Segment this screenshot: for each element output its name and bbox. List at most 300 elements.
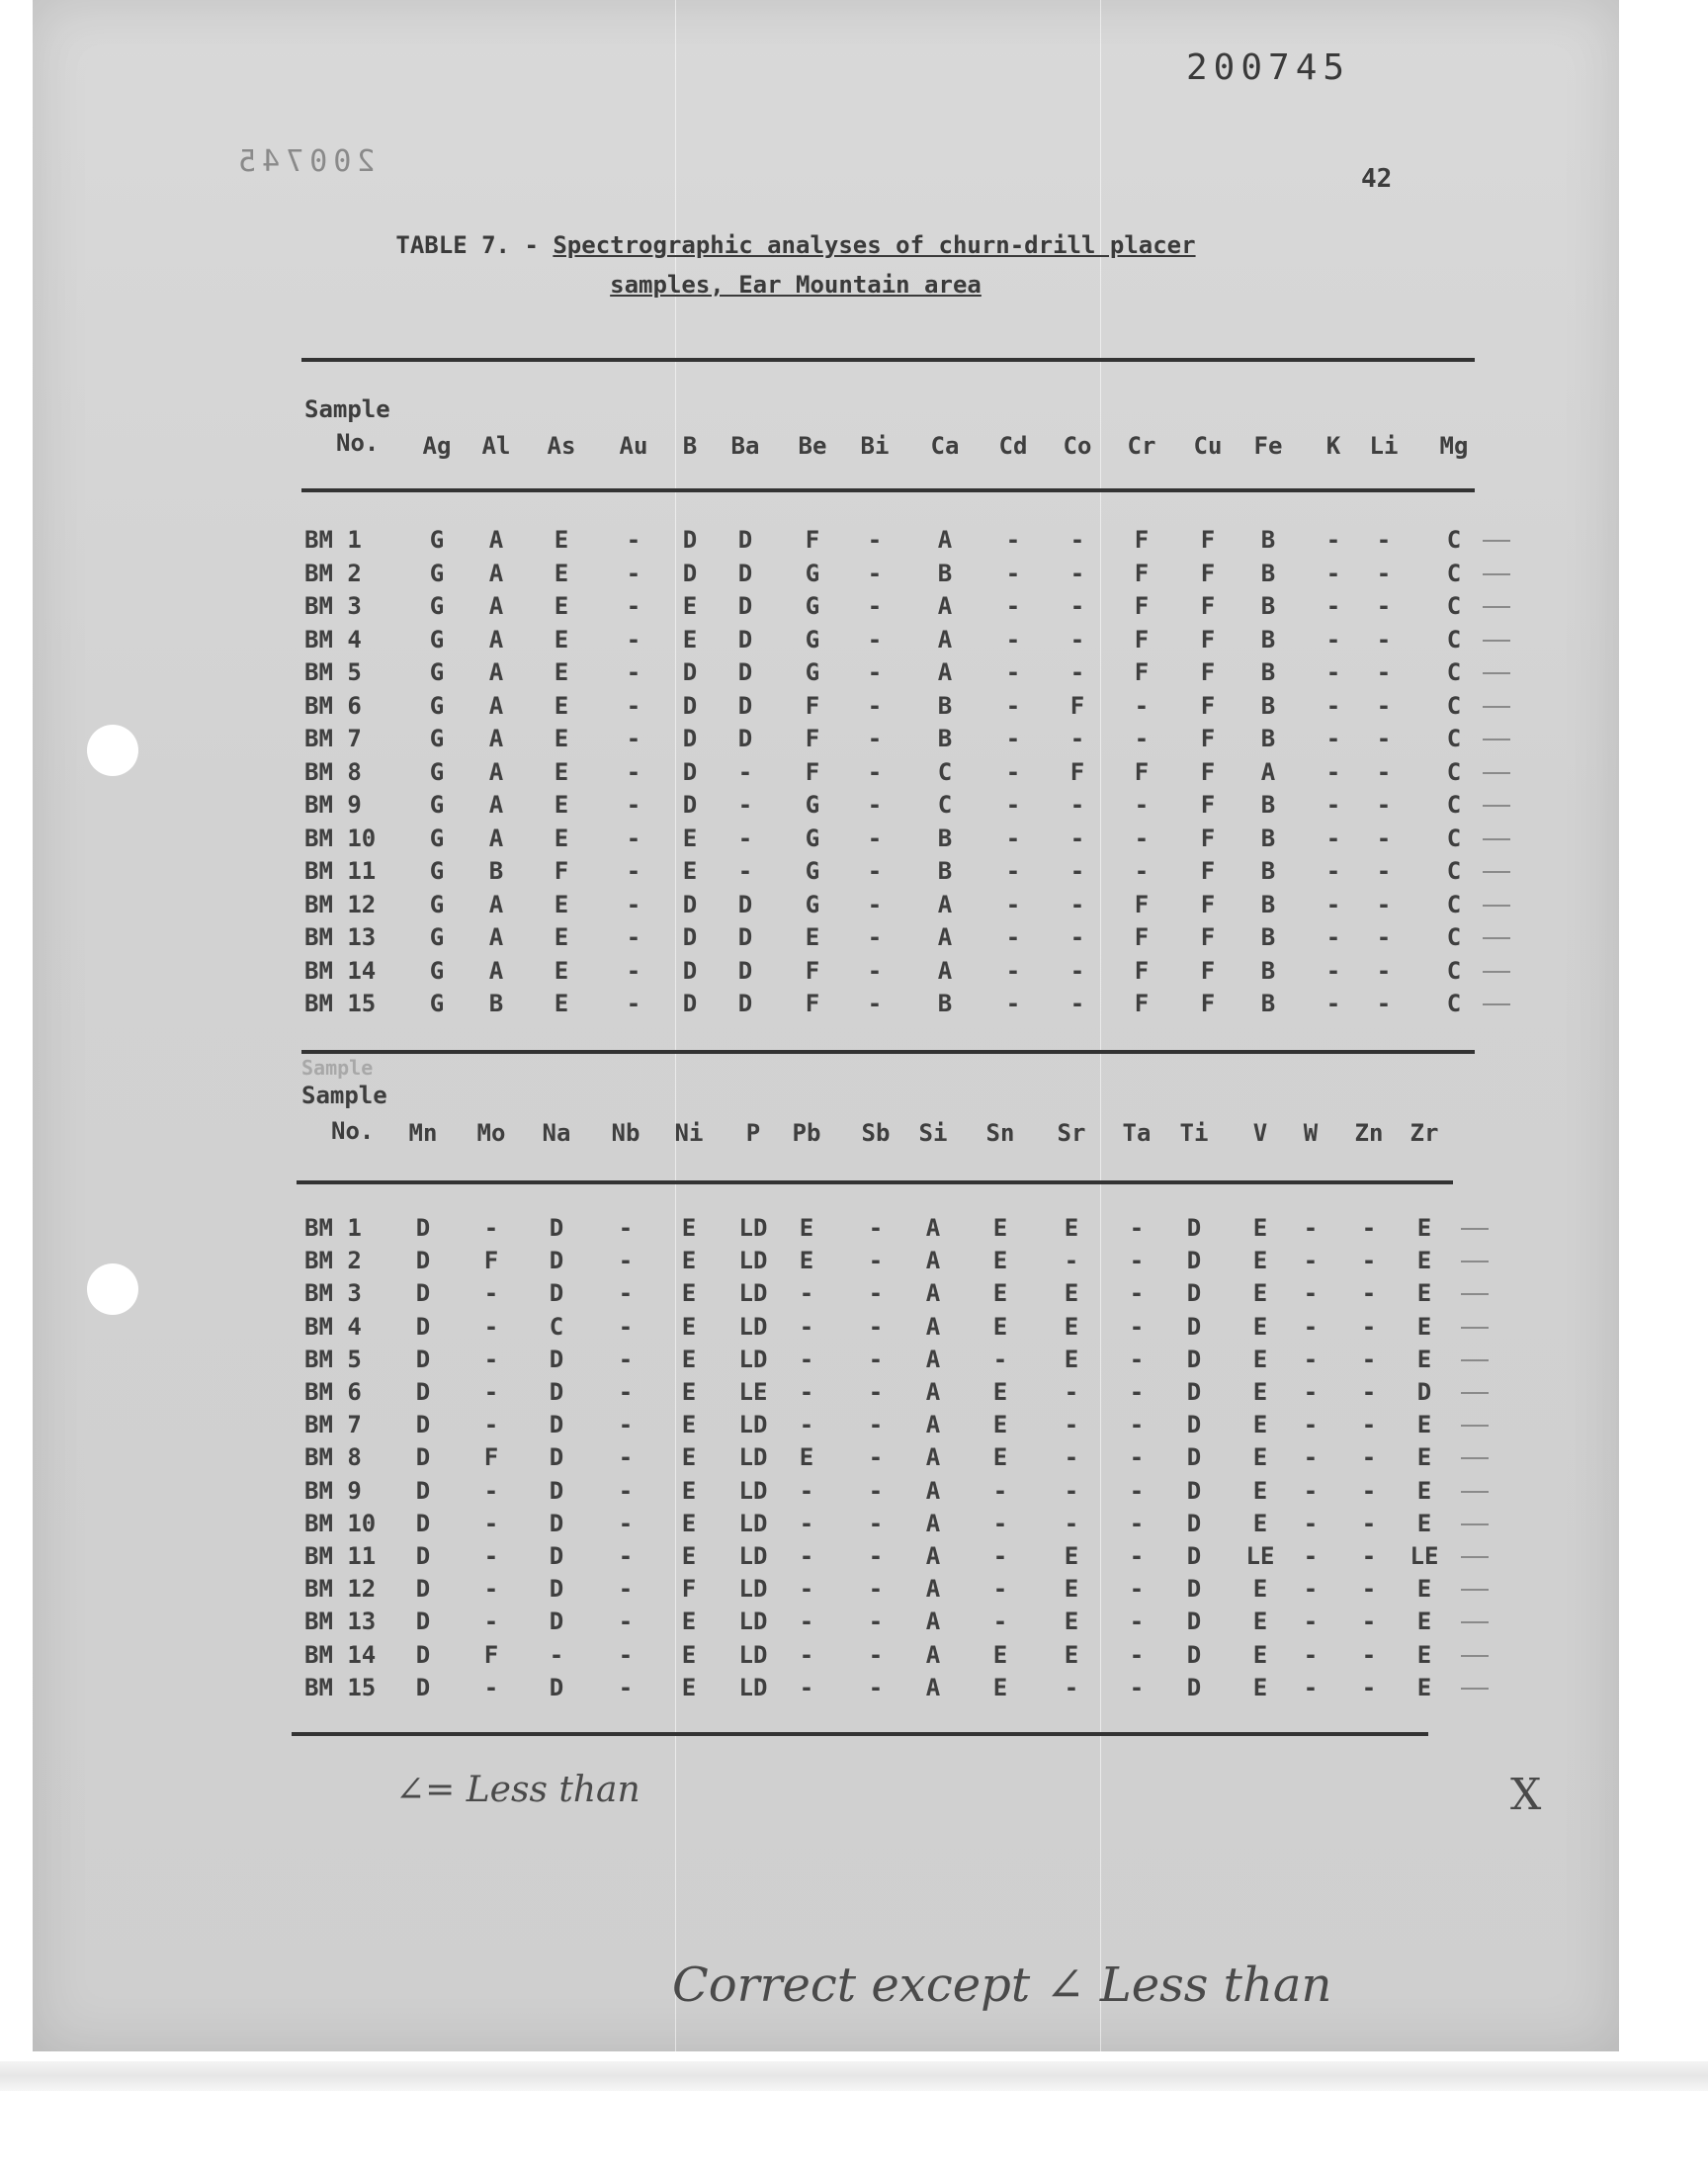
table-cell: E xyxy=(992,1279,1008,1308)
pencil-tick xyxy=(1483,573,1510,575)
table-cell: - xyxy=(1005,559,1021,587)
table-cell: A xyxy=(488,956,504,985)
table-cell: - xyxy=(1069,559,1085,587)
table-cell: B xyxy=(1260,526,1276,554)
table-cell: - xyxy=(1361,1640,1377,1669)
table-cell: - xyxy=(868,1279,884,1308)
table-cell: A xyxy=(937,592,953,620)
table-cell: E xyxy=(1064,1608,1079,1636)
table-cell: A xyxy=(488,592,504,620)
row-label: BM 6 xyxy=(304,1378,362,1406)
table-cell: - xyxy=(1376,592,1392,620)
table-cell: D xyxy=(415,1509,431,1537)
table-cell: E xyxy=(1252,1214,1268,1242)
table-cell: - xyxy=(1325,857,1341,885)
table-cell: F xyxy=(1200,857,1216,885)
table-cell: B xyxy=(1260,956,1276,985)
table-cell: - xyxy=(992,1608,1008,1636)
table-cell: - xyxy=(992,1345,1008,1373)
table-cell: E xyxy=(1064,1542,1079,1570)
table-cell: - xyxy=(1376,757,1392,786)
stamp-mirror: 200745 xyxy=(232,144,376,179)
table-cell: - xyxy=(1361,1476,1377,1505)
row-label: BM 15 xyxy=(304,990,377,1017)
table-cell: E xyxy=(681,1378,697,1406)
table-cell: E xyxy=(1416,1476,1432,1505)
table-cell: E xyxy=(1252,1640,1268,1669)
table-cell: - xyxy=(1303,1640,1319,1669)
table-cell: F xyxy=(1134,625,1150,653)
table-cell: - xyxy=(867,923,883,951)
table-cell: - xyxy=(618,1345,634,1373)
table-cell: A xyxy=(488,824,504,852)
table-cell: G xyxy=(429,956,445,985)
table-cell: F xyxy=(483,1640,499,1669)
table-cell: B xyxy=(1260,791,1276,819)
row-label: BM 8 xyxy=(304,757,362,786)
pencil-tick xyxy=(1461,1228,1489,1230)
column-header: Cd xyxy=(998,432,1028,460)
table-cell: A xyxy=(925,1411,941,1439)
table-cell: F xyxy=(805,691,820,720)
table-cell: D xyxy=(549,1247,564,1275)
table-cell: F xyxy=(1200,956,1216,985)
table-cell: F xyxy=(483,1247,499,1275)
table-cell: G xyxy=(429,592,445,620)
row-label: BM 4 xyxy=(304,1312,362,1341)
table-cell: - xyxy=(1129,1312,1145,1341)
stamp-number: 200745 xyxy=(1186,47,1351,88)
table-cell: D xyxy=(415,1476,431,1505)
faint-sample-label: Sample xyxy=(301,1056,374,1080)
table-cell: - xyxy=(1325,691,1341,720)
column-header: K xyxy=(1325,432,1341,460)
table-cell: - xyxy=(1376,658,1392,686)
table-cell: - xyxy=(868,1476,884,1505)
table-cell: - xyxy=(618,1608,634,1636)
table-cell: - xyxy=(1361,1673,1377,1701)
table-cell: - xyxy=(483,1312,499,1341)
table-cell: A xyxy=(488,625,504,653)
table-cell: E xyxy=(682,625,698,653)
pencil-tick xyxy=(1483,606,1510,608)
table-cell: F xyxy=(1200,725,1216,752)
row-label: BM 3 xyxy=(304,1279,362,1308)
page-number: 42 xyxy=(1361,164,1393,194)
table-cell: D xyxy=(415,1640,431,1669)
row-label: BM 10 xyxy=(304,1509,377,1537)
table-cell: E xyxy=(1416,1443,1432,1472)
table-cell: - xyxy=(1303,1312,1319,1341)
table-cell: E xyxy=(992,1673,1008,1701)
table-cell: D xyxy=(549,1476,564,1505)
table-cell: - xyxy=(618,1279,634,1308)
table-cell: - xyxy=(1129,1640,1145,1669)
table-cell: B xyxy=(937,824,953,852)
table-cell: - xyxy=(1129,1673,1145,1701)
table-cell: F xyxy=(1200,990,1216,1017)
table-cell: - xyxy=(867,559,883,587)
table-cell: - xyxy=(626,857,641,885)
table-cell: D xyxy=(415,1542,431,1570)
table-cell: E xyxy=(1416,1575,1432,1604)
row-label: BM 6 xyxy=(304,691,362,720)
column-header: W xyxy=(1303,1119,1319,1147)
table-cell: A xyxy=(925,1312,941,1341)
table-cell: - xyxy=(867,625,883,653)
table-cell: - xyxy=(1303,1411,1319,1439)
table-cell: D xyxy=(682,890,698,918)
table-cell: - xyxy=(1129,1575,1145,1604)
table-cell: A xyxy=(925,1509,941,1537)
table-cell: - xyxy=(1325,757,1341,786)
table-cell: - xyxy=(867,757,883,786)
table-cell: - xyxy=(868,1608,884,1636)
table-cell: - xyxy=(626,526,641,554)
table-cell: D xyxy=(1186,1640,1202,1669)
table-cell: A xyxy=(937,658,953,686)
pencil-tick xyxy=(1461,1293,1489,1295)
column-header: Fe xyxy=(1253,432,1283,460)
table-cell: - xyxy=(483,1673,499,1701)
table-cell: D xyxy=(737,725,753,752)
table-cell: A xyxy=(925,1279,941,1308)
table-cell: - xyxy=(1376,691,1392,720)
table-cell: D xyxy=(1186,1575,1202,1604)
column-header: Sn xyxy=(985,1119,1015,1147)
table-cell: - xyxy=(618,1214,634,1242)
table-cell: E xyxy=(1252,1345,1268,1373)
table-cell: - xyxy=(867,725,883,752)
table-cell: D xyxy=(1416,1378,1432,1406)
table-cell: - xyxy=(1325,890,1341,918)
table-cell: D xyxy=(549,1542,564,1570)
table-cell: E xyxy=(1416,1345,1432,1373)
table-cell: - xyxy=(483,1378,499,1406)
table-cell: - xyxy=(549,1640,564,1669)
table-cell: G xyxy=(805,625,820,653)
table-cell: E xyxy=(681,1247,697,1275)
fold-line xyxy=(675,0,676,2051)
row-label: BM 11 xyxy=(304,1542,377,1570)
table-cell: - xyxy=(1005,725,1021,752)
table-cell: - xyxy=(992,1509,1008,1537)
pencil-tick xyxy=(1461,1457,1489,1459)
table-cell: E xyxy=(992,1640,1008,1669)
table-cell: F xyxy=(1200,757,1216,786)
table-cell: A xyxy=(925,1575,941,1604)
table-cell: E xyxy=(681,1476,697,1505)
table-cell: G xyxy=(429,526,445,554)
table-cell: E xyxy=(992,1378,1008,1406)
table-cell: E xyxy=(1416,1279,1432,1308)
table-cell: - xyxy=(618,1476,634,1505)
table-cell: - xyxy=(483,1214,499,1242)
table-cell: - xyxy=(1325,923,1341,951)
table-cell: C xyxy=(549,1312,564,1341)
table-cell: E xyxy=(1064,1575,1079,1604)
table-cell: - xyxy=(1325,725,1341,752)
table-cell: A xyxy=(488,526,504,554)
table-cell: E xyxy=(1416,1509,1432,1537)
table-cell: A xyxy=(925,1214,941,1242)
table-cell: E xyxy=(799,1214,814,1242)
table-cell: E xyxy=(681,1443,697,1472)
table-cell: B xyxy=(1260,658,1276,686)
pencil-tick xyxy=(1483,706,1510,708)
sample-no-label-2: No. xyxy=(331,1117,375,1145)
table-cell: D xyxy=(549,1575,564,1604)
table-cell: - xyxy=(1361,1411,1377,1439)
table-cell: A xyxy=(488,791,504,819)
table-cell: G xyxy=(805,658,820,686)
table-cell: D xyxy=(682,956,698,985)
table-cell: A xyxy=(937,890,953,918)
column-header: Bi xyxy=(860,432,890,460)
table-cell: B xyxy=(1260,725,1276,752)
table-cell: - xyxy=(1303,1378,1319,1406)
table-cell: C xyxy=(1446,658,1462,686)
table-cell: - xyxy=(1064,1673,1079,1701)
table-cell: - xyxy=(1303,1542,1319,1570)
table-cell: - xyxy=(1129,1214,1145,1242)
punch-hole xyxy=(87,725,138,776)
table-cell: B xyxy=(1260,990,1276,1017)
table-cell: E xyxy=(554,658,569,686)
table-cell: D xyxy=(415,1443,431,1472)
table-cell: - xyxy=(1325,658,1341,686)
table-cell: D xyxy=(682,559,698,587)
table-cell: D xyxy=(1186,1476,1202,1505)
table-cell: - xyxy=(868,1378,884,1406)
table-cell: - xyxy=(992,1542,1008,1570)
table-cell: E xyxy=(554,559,569,587)
table-cell: E xyxy=(1416,1411,1432,1439)
table-cell: - xyxy=(626,990,641,1017)
table-cell: - xyxy=(1361,1443,1377,1472)
table-cell: - xyxy=(1361,1608,1377,1636)
table-cell: - xyxy=(867,956,883,985)
table-cell: E xyxy=(554,625,569,653)
table-cell: G xyxy=(805,824,820,852)
row-label: BM 4 xyxy=(304,625,362,653)
table-cell: - xyxy=(1361,1575,1377,1604)
top-rule xyxy=(301,358,1475,362)
table-cell: B xyxy=(1260,824,1276,852)
sample-label-2: Sample xyxy=(301,1082,387,1109)
table-cell: B xyxy=(937,691,953,720)
table-cell: D xyxy=(549,1345,564,1373)
table-cell: F xyxy=(805,956,820,985)
table-cell: A xyxy=(925,1247,941,1275)
pencil-tick xyxy=(1483,971,1510,973)
table-cell: - xyxy=(868,1509,884,1537)
table-cell: - xyxy=(483,1345,499,1373)
table-cell: B xyxy=(1260,559,1276,587)
table-cell: - xyxy=(626,725,641,752)
table-cell: - xyxy=(1005,923,1021,951)
table-cell: A xyxy=(925,1542,941,1570)
table-cell: - xyxy=(799,1345,814,1373)
table-cell: - xyxy=(1069,923,1085,951)
table-cell: - xyxy=(867,658,883,686)
table-cell: - xyxy=(1376,956,1392,985)
pencil-tick xyxy=(1461,1589,1489,1591)
table-cell: LD xyxy=(738,1312,768,1341)
pencil-tick xyxy=(1461,1621,1489,1623)
table-cell: E xyxy=(554,890,569,918)
table-cell: E xyxy=(1064,1345,1079,1373)
table-cell: - xyxy=(868,1640,884,1669)
table-cell: F xyxy=(681,1575,697,1604)
column-header: Co xyxy=(1063,432,1092,460)
column-header: Mg xyxy=(1439,432,1469,460)
table-cell: E xyxy=(554,592,569,620)
table-cell: A xyxy=(488,725,504,752)
pencil-tick xyxy=(1461,1425,1489,1427)
row-label: BM 1 xyxy=(304,1214,362,1242)
table-cell: - xyxy=(1134,824,1150,852)
row-label: BM 2 xyxy=(304,559,362,587)
table-cell: - xyxy=(618,1673,634,1701)
table-cell: E xyxy=(799,1247,814,1275)
table-cell: - xyxy=(737,824,753,852)
table-cell: - xyxy=(1303,1673,1319,1701)
table-cell: C xyxy=(1446,890,1462,918)
row-label: BM 11 xyxy=(304,857,377,885)
pencil-tick xyxy=(1483,937,1510,939)
column-header: Mo xyxy=(476,1119,506,1147)
table-cell: LD xyxy=(738,1575,768,1604)
table-cell: - xyxy=(626,559,641,587)
table-cell: - xyxy=(483,1279,499,1308)
table-cell: D xyxy=(1186,1509,1202,1537)
table-cell: D xyxy=(549,1443,564,1472)
table-cell: D xyxy=(549,1279,564,1308)
table-cell: E xyxy=(1252,1443,1268,1472)
table-cell: LD xyxy=(738,1443,768,1472)
table-cell: - xyxy=(1376,857,1392,885)
table-cell: E xyxy=(992,1411,1008,1439)
table-cell: - xyxy=(992,1476,1008,1505)
table-cell: E xyxy=(799,1443,814,1472)
table-cell: - xyxy=(1129,1443,1145,1472)
table-cell: E xyxy=(992,1312,1008,1341)
table-cell: - xyxy=(1325,559,1341,587)
table-cell: E xyxy=(681,1542,697,1570)
table-cell: - xyxy=(1129,1542,1145,1570)
table-cell: - xyxy=(1129,1608,1145,1636)
table-cell: - xyxy=(1361,1509,1377,1537)
handwritten-approval: Correct except ∠ Less than xyxy=(672,1958,1332,2013)
table-cell: - xyxy=(626,791,641,819)
pencil-tick xyxy=(1483,871,1510,873)
table-cell: F xyxy=(1200,625,1216,653)
table-cell: - xyxy=(1361,1378,1377,1406)
table-cell: - xyxy=(867,990,883,1017)
column-header: Zr xyxy=(1409,1119,1439,1147)
document-page xyxy=(33,0,1619,2051)
table-cell: G xyxy=(429,990,445,1017)
table-cell: - xyxy=(1361,1345,1377,1373)
table-cell: - xyxy=(1005,691,1021,720)
pencil-tick xyxy=(1461,1688,1489,1690)
table-cell: D xyxy=(737,559,753,587)
table-cell: E xyxy=(1064,1279,1079,1308)
mid-rule xyxy=(301,1050,1475,1054)
table-cell: E xyxy=(1252,1509,1268,1537)
row-label: BM 9 xyxy=(304,1476,362,1505)
table-cell: D xyxy=(1186,1247,1202,1275)
table-cell: - xyxy=(868,1411,884,1439)
table-cell: - xyxy=(1376,791,1392,819)
table-cell: E xyxy=(681,1345,697,1373)
table-cell: G xyxy=(429,857,445,885)
sample-no-label: No. xyxy=(336,429,380,457)
table-cell: F xyxy=(554,857,569,885)
column-header: Ba xyxy=(730,432,760,460)
table-cell: D xyxy=(1186,1673,1202,1701)
table-cell: F xyxy=(1069,757,1085,786)
header-rule-2 xyxy=(297,1180,1453,1184)
table-cell: G xyxy=(429,625,445,653)
table-cell: - xyxy=(1325,526,1341,554)
row-label: BM 14 xyxy=(304,1640,377,1669)
table-cell: - xyxy=(1064,1476,1079,1505)
table-cell: A xyxy=(488,923,504,951)
table-cell: F xyxy=(1134,592,1150,620)
table-cell: A xyxy=(488,559,504,587)
table-cell: - xyxy=(1005,658,1021,686)
table-cell: E xyxy=(1416,1247,1432,1275)
pencil-tick xyxy=(1461,1392,1489,1394)
table-cell: E xyxy=(681,1279,697,1308)
table-cell: - xyxy=(799,1509,814,1537)
table-cell: E xyxy=(992,1214,1008,1242)
row-label: BM 2 xyxy=(304,1247,362,1275)
pencil-tick xyxy=(1461,1359,1489,1361)
column-header: Ta xyxy=(1122,1119,1152,1147)
table-cell: E xyxy=(554,725,569,752)
table-cell: - xyxy=(618,1640,634,1669)
table-cell: - xyxy=(1134,791,1150,819)
table-cell: D xyxy=(737,691,753,720)
table-cell: F xyxy=(1200,592,1216,620)
table-cell: - xyxy=(737,857,753,885)
table-cell: - xyxy=(1129,1279,1145,1308)
column-header: V xyxy=(1252,1119,1268,1147)
column-header: Zn xyxy=(1354,1119,1384,1147)
table-cell: - xyxy=(1303,1443,1319,1472)
table-cell: E xyxy=(992,1443,1008,1472)
row-label: BM 14 xyxy=(304,956,377,985)
row-label: BM 7 xyxy=(304,1411,362,1439)
table-cell: LD xyxy=(738,1509,768,1537)
table-cell: C xyxy=(1446,592,1462,620)
table-cell: - xyxy=(626,890,641,918)
column-header: Pb xyxy=(792,1119,821,1147)
table-cell: D xyxy=(1186,1279,1202,1308)
title-prefix: TABLE 7. - xyxy=(395,231,554,259)
table-cell: E xyxy=(1252,1411,1268,1439)
table-cell: - xyxy=(868,1247,884,1275)
table-cell: - xyxy=(1064,1247,1079,1275)
table-cell: A xyxy=(488,691,504,720)
table-cell: - xyxy=(992,1575,1008,1604)
table-cell: - xyxy=(626,923,641,951)
table-cell: D xyxy=(415,1312,431,1341)
table-cell: - xyxy=(1361,1312,1377,1341)
